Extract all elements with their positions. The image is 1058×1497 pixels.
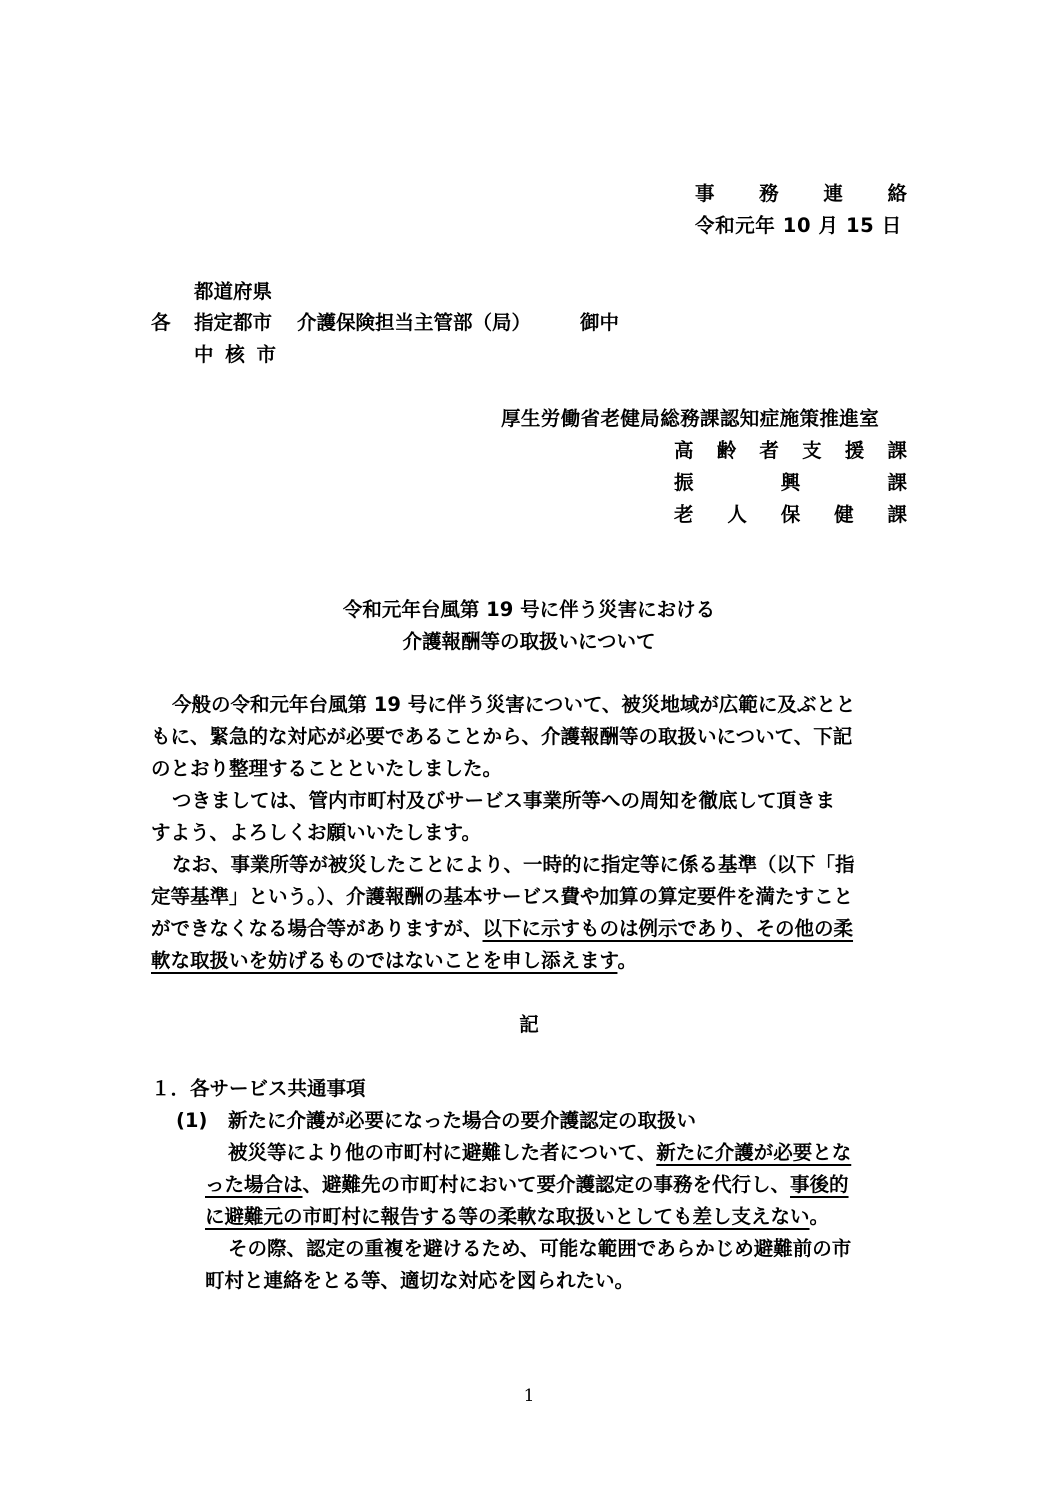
page-number: 1 <box>523 1386 535 1406</box>
spread-char: 高 <box>674 439 694 462</box>
item-1-number: (1) <box>176 1109 208 1132</box>
body-p2-line1: つきましては、管内市町村及びサービス事業所等への周知を徹底して頂きま <box>172 789 836 812</box>
title-line-1: 令和元年台風第 19 号に伴う災害における <box>342 598 716 621</box>
item-1-line1-plain: 被災等により他の市町村に避難した者について、 <box>228 1141 657 1164</box>
spread-char: 保 <box>780 503 801 526</box>
spread-char: 振 <box>674 471 694 494</box>
spread-char: 絡 <box>887 182 907 205</box>
sender-division-promotion <box>674 473 907 493</box>
addressee-prefecture: 都道府県 <box>194 280 273 303</box>
spread-char: 課 <box>887 503 907 526</box>
sender-office: 厚生労働省老健局総務課認知症施策推進室 <box>501 407 880 430</box>
body-p1-line3: のとおり整理することといたしました。 <box>151 757 503 780</box>
item-1-line2-underlined-a: った場合は <box>205 1173 303 1196</box>
item-1-line1-underlined: 新たに介護が必要とな <box>656 1141 852 1164</box>
body-p2-line2: すよう、よろしくお願いいたします。 <box>151 821 481 844</box>
spread-char: 老 <box>674 503 694 526</box>
body-p3-line1: なお、事業所等が被災したことにより、一時的に指定等に係る基準（以下「指 <box>172 853 855 876</box>
item-1-line1 <box>228 1143 851 1163</box>
addressee-core-city <box>194 345 276 365</box>
spread-char: 興 <box>780 471 801 494</box>
spread-char: 齢 <box>716 439 737 462</box>
sender-division-health <box>674 505 907 525</box>
body-p3-line3 <box>151 919 853 939</box>
body-p1-line2: もに、緊急的な対応が必要であることから、介護報酬等の取扱いについて、下記 <box>151 725 853 748</box>
spread-char: 人 <box>727 503 747 526</box>
body-p1-line1: 今般の令和元年台風第 19 号に伴う災害について、被災地域が広範に及ぶとと <box>172 693 856 716</box>
doc-type <box>695 184 907 204</box>
item-1-line3 <box>205 1207 829 1227</box>
body-p3-line3-plain: ができなくなる場合等がありますが、 <box>151 917 483 940</box>
spread-char: 援 <box>844 439 865 462</box>
item-1-line5: 町村と連絡をとる等、適切な対応を図られたい。 <box>205 1269 635 1292</box>
body-p3-line3-underlined: 以下に示すものは例示であり、その他の柔 <box>482 917 854 940</box>
spread-char: 連 <box>823 182 843 205</box>
item-1-line2-plain: 、避難先の市町村において要介護認定の事務を代行し、 <box>302 1173 791 1196</box>
spread-char: 課 <box>887 471 907 494</box>
spread-char: 課 <box>887 439 907 462</box>
spread-char: 市 <box>256 343 276 366</box>
body-p3-line2: 定等基準」という。）、介護報酬の基本サービス費や加算の算定要件を満たすこと <box>151 885 854 908</box>
body-p3-line4 <box>151 951 637 971</box>
item-1-title: 新たに介護が必要になった場合の要介護認定の取扱い <box>228 1109 697 1132</box>
spread-char: 中 <box>194 343 214 366</box>
addressee-department: 介護保険担当主管部（局） <box>297 311 532 334</box>
addressee-designated-city: 指定都市 <box>194 311 273 334</box>
doc-date: 令和元年 10 月 15 日 <box>695 214 902 237</box>
spread-char: 核 <box>225 343 245 366</box>
body-p3-line4-plain: 。 <box>617 949 637 972</box>
sender-division-elderly-support <box>674 441 907 461</box>
spread-char: 支 <box>802 439 822 462</box>
item-1-line2 <box>205 1175 849 1195</box>
title-line-2: 介護報酬等の取扱いについて <box>402 630 656 653</box>
item-1-line3-plain: 。 <box>809 1205 830 1228</box>
section-1-heading: １．各サービス共通事項 <box>151 1077 366 1100</box>
spread-char: 者 <box>759 439 779 462</box>
ki-heading: 記 <box>519 1013 539 1036</box>
spread-char: 事 <box>695 182 715 205</box>
item-1-line4: その際、認定の重複を避けるため、可能な範囲であらかじめ避難前の市 <box>228 1237 852 1260</box>
spread-char: 健 <box>834 503 854 526</box>
addressee-prefix: 各 <box>151 311 171 334</box>
addressee-honorific: 御中 <box>580 311 620 334</box>
item-1-line3-underlined: に避難元の市町村に報告する等の柔軟な取扱いとしても差し支えない <box>205 1205 810 1228</box>
body-p3-line4-underlined: 軟な取扱いを妨げるものではないことを申し添えます <box>151 949 618 972</box>
spread-char: 務 <box>759 182 779 205</box>
item-1-line2-underlined-b: 事後的 <box>790 1173 849 1196</box>
